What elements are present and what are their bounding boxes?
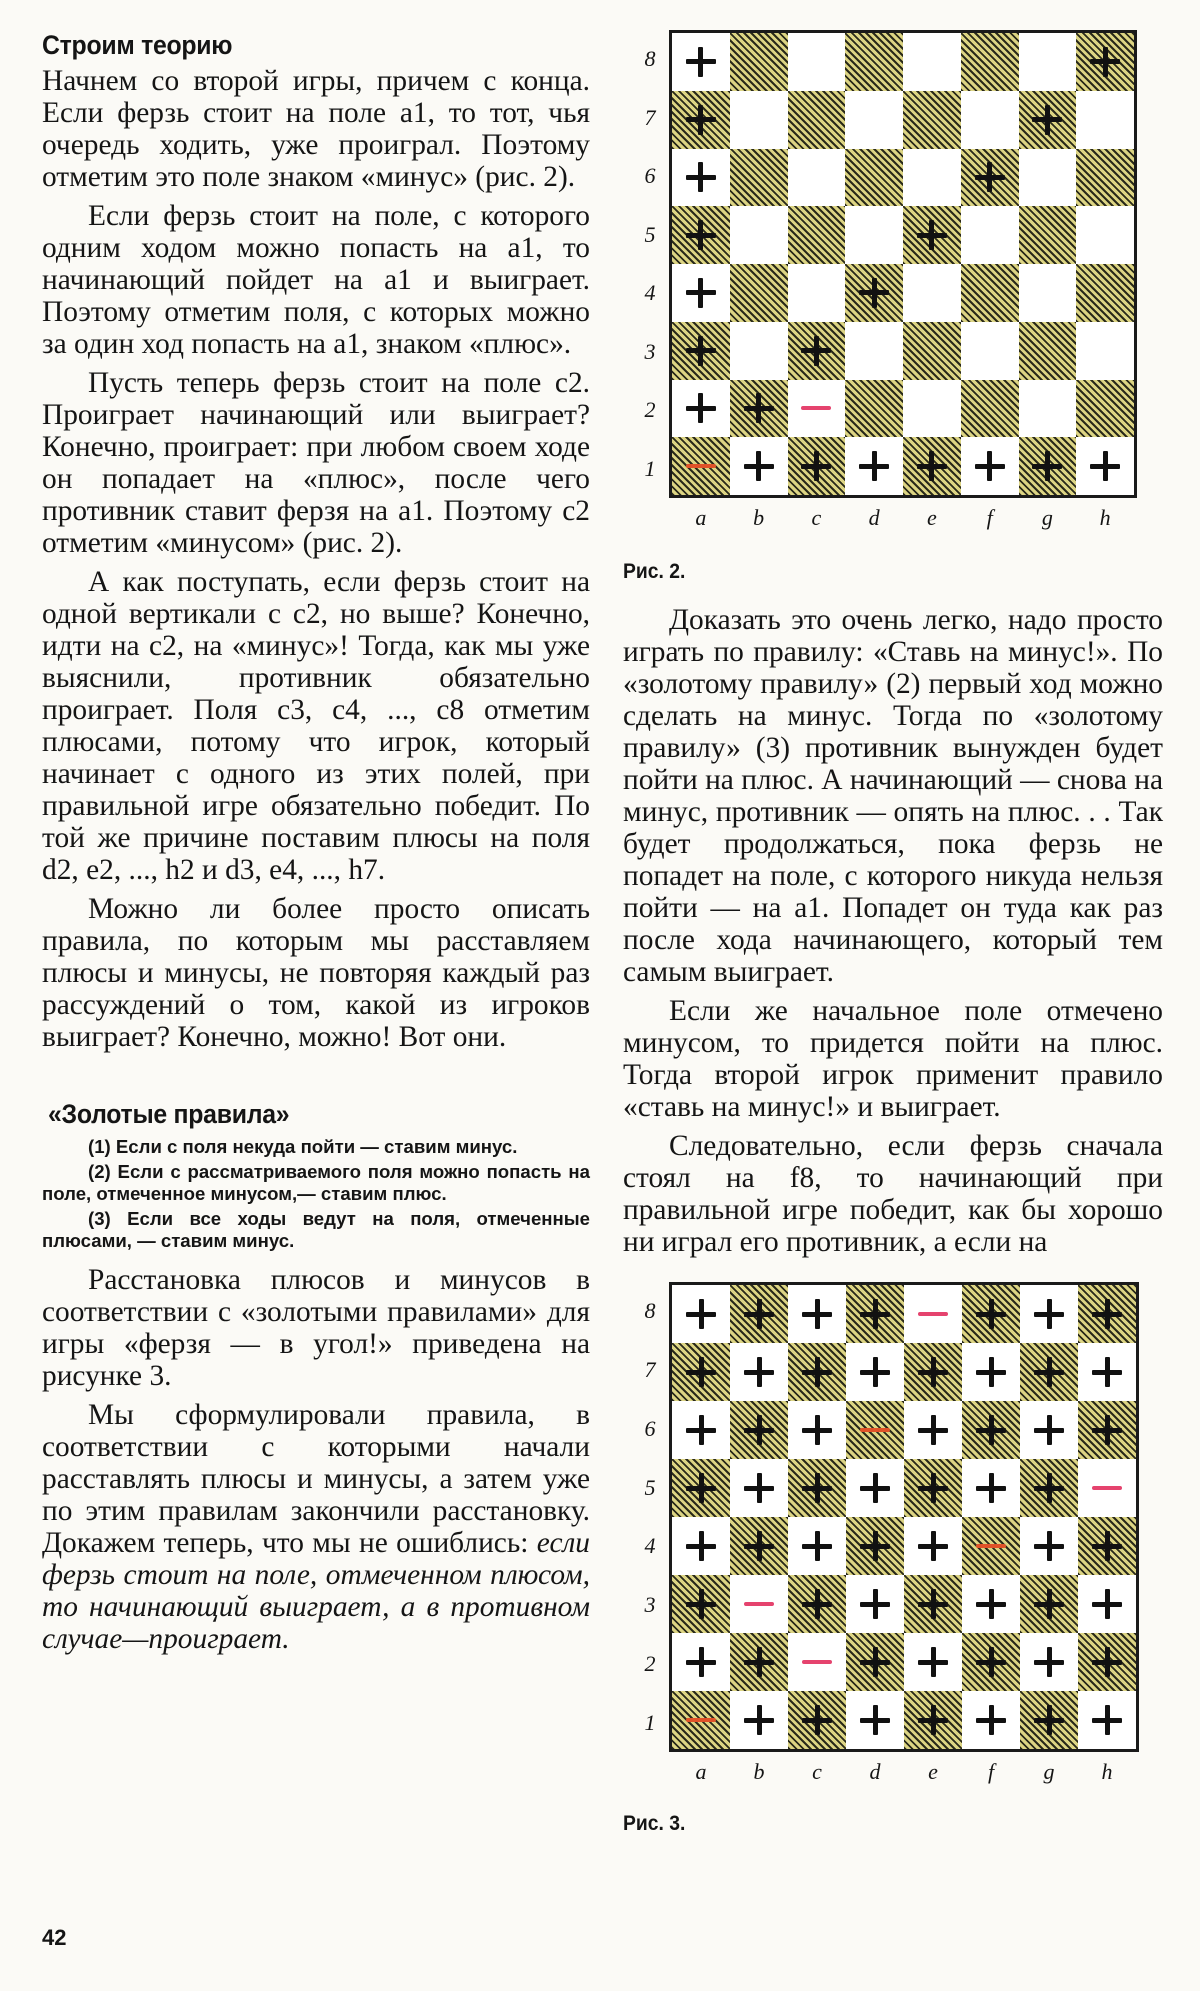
rank-label: 8 [644, 1298, 656, 1324]
plus-mark [686, 336, 716, 366]
plus-mark [686, 47, 716, 77]
board-square-e3 [904, 1575, 962, 1633]
plus-mark [918, 1357, 948, 1387]
board-square-f8 [962, 1285, 1020, 1343]
board-square-d8 [846, 1285, 904, 1343]
board-square-h7 [1078, 1343, 1136, 1401]
board-square-h5 [1078, 1459, 1136, 1517]
file-label: d [868, 505, 880, 530]
board-square-d2 [846, 1633, 904, 1691]
board-square-e8 [904, 1285, 962, 1343]
minus-mark [802, 1660, 832, 1664]
board-square-b1 [730, 1691, 788, 1749]
board-square-a2 [672, 380, 730, 438]
plus-mark [1090, 47, 1120, 77]
board-square-c4 [788, 264, 846, 322]
plus-mark [918, 1647, 948, 1677]
plus-mark [1034, 1473, 1064, 1503]
minus-mark [860, 1428, 890, 1432]
board-square-c5 [788, 206, 846, 264]
minus-mark [686, 1718, 716, 1722]
board-square-a3 [672, 1575, 730, 1633]
board-square-f5 [962, 1459, 1020, 1517]
section-heading-golden-rules: «Золотые правила» [48, 1099, 290, 1129]
plus-mark [1034, 1299, 1064, 1329]
file-label: g [1043, 1759, 1055, 1784]
paragraph: Доказать это очень легко, надо просто играть по правилу: «Ставь на минус!». По «золотому правилу» (2) первый ход можно сделать на минус. Тогда по «золотому правилу» (3) противник вынужден будет пойти на плюс. А начинающий — снова на минус, противник — опять на плюс. . . Так будет продолжаться, пока ферзь не попадет на поле, с которого никуда нельзя пойти — на a1. Попадет он туда как раз после хода начинающего, который тем самым выиграет. [623, 604, 1163, 988]
board-square-d3 [846, 1575, 904, 1633]
figure-3 [623, 1282, 1163, 1812]
board-square-c6 [788, 149, 846, 207]
plus-mark [802, 1299, 832, 1329]
plus-mark [802, 1531, 832, 1561]
board-square-d3 [845, 322, 903, 380]
plus-mark [1092, 1531, 1122, 1561]
board-square-b7 [730, 91, 788, 149]
plus-mark [917, 220, 947, 250]
board-square-b8 [730, 1285, 788, 1343]
plus-mark [801, 451, 831, 481]
board-square-h2 [1078, 1633, 1136, 1691]
board-square-c4 [788, 1517, 846, 1575]
board-square-g7 [1019, 91, 1077, 149]
left-column [42, 30, 590, 1662]
plus-mark [744, 1473, 774, 1503]
chessboard-figure-3 [669, 1282, 1139, 1752]
rule-item: (2) Если с рассматриваемого поля можно попасть на поле, отмеченное минусом,— ставим плюс. [42, 1161, 590, 1204]
board-square-c3 [788, 1575, 846, 1633]
plus-mark [1092, 1299, 1122, 1329]
board-square-g3 [1019, 322, 1077, 380]
board-square-f2 [961, 380, 1019, 438]
plus-mark [1034, 1647, 1064, 1677]
board-square-a8 [672, 33, 730, 91]
paragraph [42, 1399, 590, 1655]
plus-mark [1092, 1705, 1122, 1735]
board-square-a7 [672, 91, 730, 149]
figure-2-caption: Рис. 2. [623, 560, 686, 583]
board-square-e8 [903, 33, 961, 91]
board-square-c2 [788, 380, 846, 438]
plus-mark [1034, 1415, 1064, 1445]
paragraph: Если же начальное поле отмечено минусом, то придется пойти на плюс. Тогда второй игрок применит правило «ставь на минус!» и выиграет. [623, 995, 1163, 1123]
plus-mark [686, 1531, 716, 1561]
file-label: b [753, 505, 765, 530]
board-square-f2 [962, 1633, 1020, 1691]
board-square-d7 [845, 91, 903, 149]
figure-3-caption: Рис. 3. [623, 1812, 686, 1835]
rank-label: 3 [644, 338, 656, 364]
board-square-f3 [962, 1575, 1020, 1633]
board-square-f7 [961, 91, 1019, 149]
board-square-c1 [788, 437, 846, 495]
board-square-h8 [1076, 33, 1134, 91]
plus-mark [1034, 1357, 1064, 1387]
board-square-f5 [961, 206, 1019, 264]
plus-mark [686, 105, 716, 135]
plus-mark [918, 1531, 948, 1561]
board-square-d7 [846, 1343, 904, 1401]
board-square-e6 [904, 1401, 962, 1459]
board-square-a2 [672, 1633, 730, 1691]
file-label: b [753, 1759, 765, 1784]
board-square-d8 [845, 33, 903, 91]
board-square-h8 [1078, 1285, 1136, 1343]
board-square-c6 [788, 1401, 846, 1459]
rank-label: 1 [644, 1709, 656, 1735]
board-square-g3 [1020, 1575, 1078, 1633]
plus-mark [686, 220, 716, 250]
file-labels [672, 1754, 1136, 1790]
plus-mark [802, 1357, 832, 1387]
board-square-d6 [845, 149, 903, 207]
board-square-f4 [961, 264, 1019, 322]
plus-mark [744, 1299, 774, 1329]
plus-mark [976, 1357, 1006, 1387]
board-square-a7 [672, 1343, 730, 1401]
board-square-c3 [788, 322, 846, 380]
board-square-c5 [788, 1459, 846, 1517]
plus-mark [976, 1647, 1006, 1677]
board-square-a5 [672, 1459, 730, 1517]
board-square-c2 [788, 1633, 846, 1691]
rank-label: 8 [644, 46, 656, 72]
plus-mark [686, 1415, 716, 1445]
plus-mark [918, 1705, 948, 1735]
board-square-e5 [903, 206, 961, 264]
file-label: c [812, 1759, 822, 1784]
paragraph: Расстановка плюсов и минусов в соответствии с «золотыми правилами» для игры «ферзя — в угол!» приведена на рисунке 3. [42, 1264, 590, 1392]
board-square-e4 [903, 264, 961, 322]
plus-mark [918, 1473, 948, 1503]
plus-mark [860, 1357, 890, 1387]
board-square-a1 [672, 1691, 730, 1749]
rank-label: 3 [644, 1592, 656, 1618]
plus-mark [686, 278, 716, 308]
figure-2 [623, 30, 1163, 560]
board-square-d1 [845, 437, 903, 495]
plus-mark [859, 278, 889, 308]
board-square-b8 [730, 33, 788, 91]
plus-mark [860, 1647, 890, 1677]
board-square-h6 [1076, 149, 1134, 207]
rule-item: (1) Если с поля некуда пойти — ставим минус. [88, 1136, 518, 1157]
plus-mark [1034, 1589, 1064, 1619]
board-square-h2 [1076, 380, 1134, 438]
plus-mark [802, 1705, 832, 1735]
paragraph: Начнем со второй игры, причем с конца. Если ферзь стоит на поле a1, то тот, чья очередь ходить, уже проиграл. Поэтому отметим это поле знаком «минус» (рис. 2). [42, 65, 590, 193]
board-square-f1 [962, 1691, 1020, 1749]
board-square-d4 [846, 1517, 904, 1575]
board-square-b3 [730, 1575, 788, 1633]
board-square-c1 [788, 1691, 846, 1749]
board-square-e4 [904, 1517, 962, 1575]
plus-mark [859, 451, 889, 481]
rank-labels [637, 1282, 663, 1752]
board-square-a6 [672, 1401, 730, 1459]
file-label: d [869, 1759, 881, 1784]
plus-mark [975, 162, 1005, 192]
file-label: f [986, 505, 993, 530]
file-label: e [928, 1759, 938, 1784]
board-square-h3 [1076, 322, 1134, 380]
plus-mark [1092, 1357, 1122, 1387]
rank-label: 7 [644, 104, 656, 130]
rank-label: 2 [644, 397, 656, 423]
plus-mark [686, 1299, 716, 1329]
plus-mark [802, 1589, 832, 1619]
plus-mark [976, 1589, 1006, 1619]
rank-label: 4 [644, 280, 656, 306]
plus-mark [1032, 105, 1062, 135]
board-square-b1 [730, 437, 788, 495]
file-label: c [811, 505, 822, 530]
board-square-a5 [672, 206, 730, 264]
file-label: h [1101, 1759, 1113, 1784]
chessboard-figure-2 [669, 30, 1137, 498]
minus-mark [976, 1544, 1006, 1548]
board-square-f4 [962, 1517, 1020, 1575]
file-label: a [695, 1759, 707, 1784]
plus-mark [860, 1299, 890, 1329]
board-square-c7 [788, 1343, 846, 1401]
board-square-e6 [903, 149, 961, 207]
plus-mark [686, 1473, 716, 1503]
board-square-a6 [672, 149, 730, 207]
plus-mark [1032, 451, 1062, 481]
board-square-e7 [904, 1343, 962, 1401]
minus-mark [801, 406, 831, 410]
plus-mark [744, 1705, 774, 1735]
rule-item: (3) Если все ходы ведут на поля, отмеченные плюсами, — ставим минус. [42, 1208, 590, 1251]
plus-mark [686, 162, 716, 192]
plus-mark [744, 1415, 774, 1445]
board-square-d1 [846, 1691, 904, 1749]
board-square-g4 [1019, 264, 1077, 322]
minus-mark [686, 464, 716, 468]
board-square-h4 [1078, 1517, 1136, 1575]
rank-labels [637, 30, 663, 498]
plus-mark [976, 1705, 1006, 1735]
board-square-a4 [672, 264, 730, 322]
plus-mark [1034, 1705, 1064, 1735]
board-square-f6 [962, 1401, 1020, 1459]
rank-label: 1 [644, 455, 656, 481]
board-square-h1 [1078, 1691, 1136, 1749]
plus-mark [975, 451, 1005, 481]
paragraph: Можно ли более просто описать правила, по которым мы расставляем плюсы и минусы, не повторяя каждый раз рассуждений о том, какой из игроков выиграет? Конечно, можно! Вот они. [42, 893, 590, 1053]
board-square-d6 [846, 1401, 904, 1459]
italic-statement: если ферзь стоит на поле, отмеченном плюсом, то начинающий выиграет, а в противном случае—проиграет. [42, 1527, 590, 1655]
board-square-d5 [846, 1459, 904, 1517]
paragraph: Если ферзь стоит на поле, с которого одним ходом можно попасть на a1, то начинающий пойдет на a1 и выиграет. Поэтому отметим поля, с которых можно за один ход попасть на a1, знаком «плюс». [42, 200, 590, 360]
board-square-e2 [903, 380, 961, 438]
rank-label: 4 [644, 1533, 656, 1559]
board-square-a4 [672, 1517, 730, 1575]
plus-mark [744, 1647, 774, 1677]
board-square-d4 [845, 264, 903, 322]
rank-label: 7 [644, 1357, 656, 1383]
right-column [623, 30, 1163, 1836]
board-square-f8 [961, 33, 1019, 91]
plus-mark [686, 1647, 716, 1677]
board-square-b6 [730, 149, 788, 207]
board-square-b5 [730, 1459, 788, 1517]
board-square-d5 [845, 206, 903, 264]
rank-label: 5 [644, 221, 656, 247]
plus-mark [1092, 1647, 1122, 1677]
plus-mark [860, 1473, 890, 1503]
board-square-g8 [1019, 33, 1077, 91]
plus-mark [918, 1415, 948, 1445]
board-square-g7 [1020, 1343, 1078, 1401]
plus-mark [686, 1357, 716, 1387]
board-square-c8 [788, 33, 846, 91]
minus-mark [744, 1602, 774, 1606]
plus-mark [1092, 1589, 1122, 1619]
board-square-g1 [1019, 437, 1077, 495]
board-square-f7 [962, 1343, 1020, 1401]
plus-mark [917, 451, 947, 481]
board-square-b2 [730, 380, 788, 438]
file-label: a [695, 505, 707, 530]
rank-label: 5 [644, 1474, 656, 1500]
board-square-c8 [788, 1285, 846, 1343]
plus-mark [918, 1589, 948, 1619]
plus-mark [802, 1415, 832, 1445]
plus-mark [976, 1415, 1006, 1445]
board-square-d2 [845, 380, 903, 438]
board-square-e2 [904, 1633, 962, 1691]
plus-mark [686, 1589, 716, 1619]
board-square-b6 [730, 1401, 788, 1459]
plus-mark [860, 1705, 890, 1735]
board-square-g5 [1019, 206, 1077, 264]
paragraph: А как поступать, если ферзь стоит на одной вертикали с c2, но выше? Конечно, идти на c2, на «минус»! Тогда, как мы уже выяснили, противник обязательно проиграет. Поля c3, c4, ..., c8 отметим плюсами, потому что игрок, который начинает с одного из этих полей, при правильной игре обязательно победит. По той же причине поставим плюсы на поля d2, e2, ..., h2 и d3, e4, ..., h7. [42, 566, 590, 886]
board-square-f3 [961, 322, 1019, 380]
plus-mark [1092, 1415, 1122, 1445]
minus-mark [1092, 1486, 1122, 1490]
board-square-e1 [903, 437, 961, 495]
board-square-f6 [961, 149, 1019, 207]
board-square-g1 [1020, 1691, 1078, 1749]
board-square-b4 [730, 264, 788, 322]
plus-mark [1090, 451, 1120, 481]
board-square-a1 [672, 437, 730, 495]
page-number: 42 [42, 1925, 67, 1950]
board-square-g4 [1020, 1517, 1078, 1575]
plus-mark [976, 1473, 1006, 1503]
plus-mark [744, 1531, 774, 1561]
board-square-e3 [903, 322, 961, 380]
board-square-a3 [672, 322, 730, 380]
board-square-h4 [1076, 264, 1134, 322]
board-square-g5 [1020, 1459, 1078, 1517]
board-square-e1 [904, 1691, 962, 1749]
plus-mark [686, 393, 716, 423]
board-square-b5 [730, 206, 788, 264]
minus-mark [918, 1312, 948, 1316]
section-heading-theory: Строим теорию [42, 30, 233, 60]
board-square-b3 [730, 322, 788, 380]
board-square-a8 [672, 1285, 730, 1343]
plus-mark [1034, 1531, 1064, 1561]
board-square-g6 [1020, 1401, 1078, 1459]
paragraph-text: Мы сформулировали правила, в соответствии с которыми начали расставлять плюсы и минусы, а затем уже по этим правилам закончили расстановку. Докажем теперь, что мы не ошиблись: [42, 1399, 590, 1559]
board-square-h3 [1078, 1575, 1136, 1633]
board-square-b7 [730, 1343, 788, 1401]
board-square-e5 [904, 1459, 962, 1517]
file-label: g [1041, 505, 1053, 530]
board-square-c7 [788, 91, 846, 149]
board-square-g2 [1019, 380, 1077, 438]
board-square-f1 [961, 437, 1019, 495]
rank-label: 2 [644, 1650, 656, 1676]
plus-mark [860, 1531, 890, 1561]
plus-mark [802, 1473, 832, 1503]
board-square-g6 [1019, 149, 1077, 207]
file-label: h [1099, 505, 1111, 530]
plus-mark [744, 393, 774, 423]
board-square-h7 [1076, 91, 1134, 149]
board-square-h6 [1078, 1401, 1136, 1459]
plus-mark [744, 451, 774, 481]
rank-label: 6 [644, 1415, 656, 1441]
board-square-g2 [1020, 1633, 1078, 1691]
paragraph: Следовательно, если ферзь сначала стоял на f8, то начинающий при правильной игре победит, как бы хорошо ни играл его противник, а если на [623, 1130, 1163, 1258]
file-label: e [926, 505, 937, 530]
plus-mark [976, 1299, 1006, 1329]
board-square-g8 [1020, 1285, 1078, 1343]
board-square-e7 [903, 91, 961, 149]
paragraph: Пусть теперь ферзь стоит на поле c2. Проиграет начинающий или выиграет? Конечно, проиграет: при любом своем ходе он попадает на «плюс», после чего противник ставит ферзя на a1. Поэтому c2 отметим «минусом» (рис. 2). [42, 367, 590, 559]
plus-mark [744, 1357, 774, 1387]
board-square-h1 [1076, 437, 1134, 495]
golden-rules-list [42, 1136, 590, 1252]
plus-mark [801, 336, 831, 366]
rank-label: 6 [644, 163, 656, 189]
file-label: f [987, 1759, 995, 1784]
board-square-b2 [730, 1633, 788, 1691]
board-square-b4 [730, 1517, 788, 1575]
plus-mark [860, 1589, 890, 1619]
board-square-h5 [1076, 206, 1134, 264]
file-labels [672, 500, 1134, 536]
